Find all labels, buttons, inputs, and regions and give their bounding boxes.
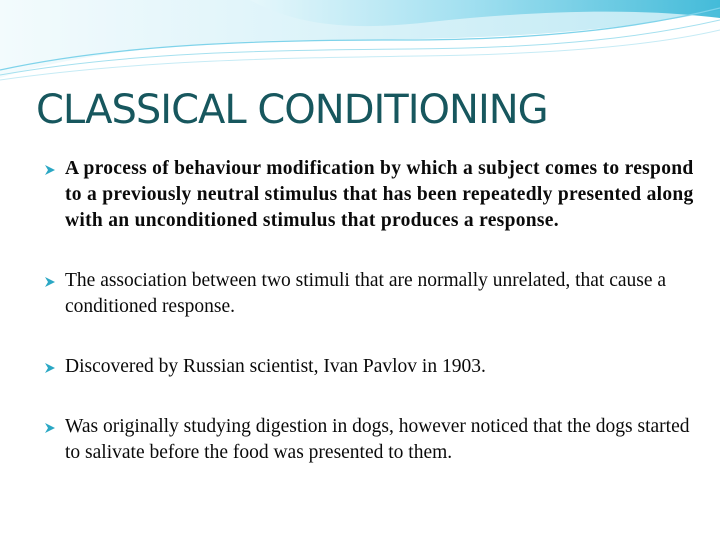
- bullet-item: [44, 354, 694, 380]
- bullet-text: Discovered by Russian scientist, Ivan Pavlov in 1903.: [65, 356, 486, 377]
- bullet-text: A process of behaviour modification by which a subject comes to respond to a previously neutral stimulus that has been repeatedly presented along with an unconditioned stimulus that produces a response.: [65, 158, 694, 231]
- bullet-item: [44, 268, 694, 320]
- bullet-item: [44, 414, 694, 466]
- bullet-item: [44, 156, 694, 234]
- arrow-bullet-icon: [44, 276, 58, 288]
- header-swoosh-decoration: [0, 0, 720, 90]
- slide-title: CLASSICAL CONDITIONING: [36, 87, 548, 133]
- bullet-text: The association between two stimuli that are normally unrelated, that cause a conditioned response.: [65, 270, 667, 317]
- arrow-bullet-icon: [44, 362, 58, 374]
- arrow-bullet-icon: [44, 422, 58, 434]
- arrow-bullet-icon: [44, 164, 58, 176]
- bullet-text: Was originally studying digestion in dogs, however noticed that the dogs started to salivate before the food was presented to them.: [65, 416, 690, 463]
- bullet-list: [44, 156, 694, 466]
